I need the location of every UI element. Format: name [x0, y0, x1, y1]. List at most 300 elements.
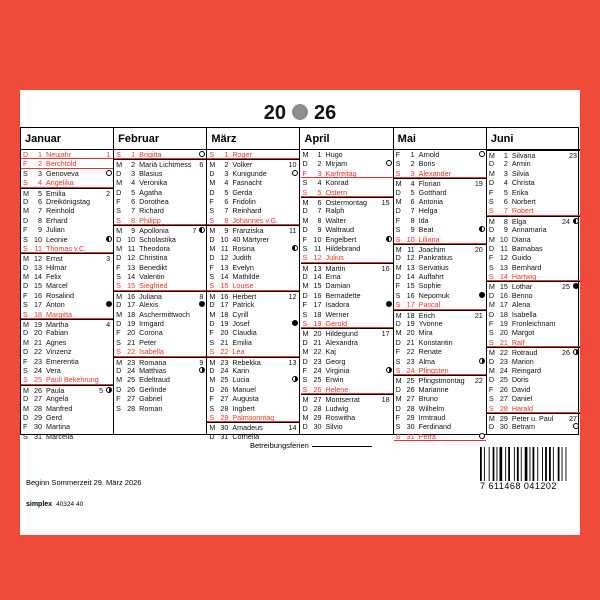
name-day: Brigitta	[139, 150, 162, 159]
day-number: 22	[220, 347, 229, 357]
weekday: F	[302, 300, 307, 310]
name-day: Pascal	[418, 300, 441, 310]
weekday: D	[395, 187, 401, 197]
weekday: F	[488, 187, 494, 197]
day-number: 29	[220, 412, 229, 422]
day-row	[301, 272, 393, 281]
day-row	[207, 178, 299, 187]
weekday: F	[209, 196, 214, 206]
day-row	[114, 216, 206, 225]
weekday: M	[116, 178, 123, 188]
name-day: Robert	[511, 206, 534, 216]
name-day: Erna	[325, 272, 341, 282]
name-day: Benedikt	[139, 262, 168, 272]
day-row	[21, 357, 113, 366]
weekday: S	[488, 394, 494, 404]
name-day: Montserrat	[325, 395, 360, 405]
name-day: Julian	[46, 225, 65, 235]
day-row	[207, 263, 299, 272]
article-number: 40324 40	[56, 501, 84, 508]
weekday: S	[395, 225, 401, 235]
day-row	[301, 422, 393, 431]
day-row	[21, 216, 113, 225]
day-number: 29	[499, 413, 508, 423]
day-number: 19	[499, 319, 508, 329]
weekday: M	[488, 282, 495, 292]
name-day: Boris	[418, 159, 436, 169]
day-number: 9	[317, 225, 322, 235]
day-row	[487, 225, 580, 234]
weekday: D	[116, 253, 122, 263]
name-day: Ferdinand	[418, 422, 452, 432]
day-row	[207, 338, 299, 347]
day-row	[301, 347, 393, 356]
day-number: 15	[34, 281, 42, 291]
day-row	[487, 150, 580, 159]
name-day: Josef	[232, 319, 250, 329]
day-number: 15	[499, 282, 508, 292]
name-day: Mira	[418, 328, 433, 338]
day-row	[21, 328, 113, 337]
name-day: Silvio	[325, 422, 343, 432]
day-row	[394, 206, 486, 215]
moon-new-icon	[573, 283, 579, 289]
day-row	[207, 413, 299, 422]
day-row	[487, 253, 580, 262]
name-day: Blasius	[139, 168, 163, 178]
day-row	[394, 319, 486, 328]
weekday: D	[395, 272, 401, 282]
name-day: David	[511, 384, 531, 394]
weekday: S	[116, 272, 121, 282]
name-day: Engelbert	[325, 234, 357, 244]
day-row	[394, 197, 486, 206]
weekday: M	[209, 160, 216, 170]
barcode-bar	[566, 447, 567, 481]
day-number: 23	[313, 356, 322, 366]
day-row	[487, 291, 580, 300]
day-row	[207, 206, 299, 215]
weekday: S	[395, 300, 401, 310]
day-row	[394, 263, 486, 272]
weekday: D	[302, 290, 308, 300]
day-row	[114, 169, 206, 178]
name-day: Karin	[232, 365, 250, 375]
name-day: Hartwig	[511, 272, 537, 282]
day-number: 27	[499, 394, 508, 404]
barcode-number: 7 611468 041202	[480, 481, 557, 491]
day-number: 31	[34, 431, 42, 441]
name-day: Angelika	[46, 178, 74, 188]
name-day: Manfred	[46, 403, 73, 413]
name-day: Elga	[511, 216, 527, 226]
name-day: Roman	[139, 403, 163, 413]
day-number: 10	[406, 234, 415, 244]
week-number: 19	[474, 179, 483, 189]
name-day: Felix	[46, 272, 62, 282]
weekday: S	[209, 337, 215, 347]
day-number: 24	[313, 365, 322, 375]
day-row	[21, 366, 113, 375]
name-day: Emilia	[232, 337, 252, 347]
weekday: F	[488, 319, 494, 329]
name-day: Armin	[511, 159, 531, 169]
weekday: D	[23, 347, 29, 357]
weekday: M	[23, 337, 29, 347]
weekday: D	[209, 187, 215, 197]
barcode-bar	[545, 447, 547, 481]
day-row	[114, 375, 206, 384]
day-number: 7	[131, 206, 136, 216]
day-row	[301, 197, 393, 206]
day-number: 15	[313, 281, 322, 291]
day-number: 25	[313, 375, 322, 385]
weekday: F	[395, 215, 401, 225]
day-number: 7	[410, 206, 415, 216]
name-day: Renate	[418, 347, 442, 357]
name-day: Gabriel	[139, 394, 163, 404]
weekday: M	[395, 394, 402, 404]
day-row	[207, 357, 299, 366]
day-number: 20	[220, 328, 229, 338]
weekday: F	[488, 384, 494, 394]
day-row	[21, 300, 113, 309]
name-day: Fridolin	[232, 196, 256, 206]
weekday: M	[302, 412, 309, 422]
year-left: 20	[263, 102, 286, 124]
day-row	[394, 300, 486, 309]
weekday: D	[209, 168, 215, 178]
calendar-grid	[20, 127, 579, 441]
day-row	[301, 206, 393, 215]
week-number: 24	[561, 216, 570, 226]
weekday: M	[116, 309, 123, 319]
day-row	[301, 253, 393, 262]
day-number: 9	[410, 225, 415, 235]
weekday: M	[116, 375, 123, 385]
day-row	[394, 347, 486, 356]
day-number: 2	[38, 159, 42, 169]
name-day: Irmtraud	[418, 412, 446, 422]
day-row	[207, 244, 299, 253]
day-number: 15	[406, 281, 415, 291]
name-day: Silvia	[511, 168, 530, 178]
weekday: S	[116, 281, 121, 291]
day-row	[114, 338, 206, 347]
moon-full-icon	[386, 160, 392, 166]
name-day: Pauli Bekehrung	[46, 375, 99, 385]
day-row	[21, 150, 113, 159]
name-day: Fabian	[46, 328, 68, 338]
day-row	[301, 281, 393, 290]
weekday: S	[209, 403, 215, 413]
day-row	[207, 319, 299, 328]
barcode-bar	[562, 447, 563, 481]
weekday: F	[209, 394, 214, 404]
day-number: 6	[224, 196, 229, 206]
day-row	[301, 225, 393, 234]
name-day: Waltraud	[325, 225, 354, 235]
day-row	[301, 319, 393, 328]
weekday: M	[116, 291, 123, 301]
day-number: 17	[34, 300, 42, 310]
day-number: 21	[499, 337, 508, 347]
day-row	[21, 235, 113, 244]
day-number: 22	[499, 348, 508, 358]
day-row	[21, 244, 113, 253]
weekday: M	[209, 226, 216, 236]
weekday: S	[395, 290, 401, 300]
day-number: 21	[406, 337, 415, 347]
day-row	[21, 263, 113, 272]
day-row	[114, 319, 206, 328]
name-day: Amadeus	[232, 423, 263, 433]
day-number: 11	[127, 243, 136, 253]
weekday: S	[209, 150, 215, 159]
day-number: 26	[313, 384, 322, 394]
day-row	[394, 188, 486, 197]
barcode-bar	[537, 447, 538, 481]
day-number: 27	[406, 394, 415, 404]
day-number: 10	[34, 234, 42, 244]
barcode-bar	[505, 447, 506, 481]
month-column	[394, 128, 487, 441]
weekday: M	[302, 197, 309, 207]
day-number: 14	[34, 272, 42, 282]
day-number: 24	[499, 365, 508, 375]
day-row	[114, 206, 206, 215]
name-day: Diana	[511, 234, 531, 244]
day-number: 15	[127, 281, 136, 291]
weekday: D	[23, 328, 29, 338]
dot-icon	[292, 104, 308, 120]
name-day: Dreikönigstag	[46, 196, 90, 206]
weekday: M	[395, 262, 402, 272]
moon-full-icon	[573, 423, 579, 429]
day-row	[487, 310, 580, 319]
day-number: 16	[34, 290, 42, 300]
weekday: D	[488, 309, 495, 319]
day-row	[21, 159, 113, 168]
weekday: D	[302, 159, 308, 169]
name-day: Ralph	[325, 206, 345, 216]
name-day: Ralf	[511, 337, 525, 347]
day-number: 18	[127, 309, 136, 319]
week-number: 27	[568, 413, 577, 423]
name-day: Erwin	[325, 375, 344, 385]
weekday: S	[116, 215, 121, 225]
name-day: Alma	[418, 356, 436, 366]
day-row	[487, 394, 580, 403]
day-row	[301, 291, 393, 300]
weekday: S	[116, 347, 121, 357]
day-row	[114, 404, 206, 413]
name-day: Joachim	[418, 244, 446, 254]
day-number: 20	[313, 329, 322, 339]
moon-first-icon	[573, 349, 579, 355]
day-row	[301, 235, 393, 244]
day-row	[394, 225, 486, 234]
weekday: M	[488, 365, 495, 375]
weekday: S	[488, 262, 494, 272]
name-day: Emerentia	[46, 356, 79, 366]
day-row	[21, 319, 113, 328]
day-row	[487, 385, 580, 394]
day-row	[487, 357, 580, 366]
day-number: 16	[406, 290, 415, 300]
day-number: 1	[317, 150, 322, 159]
name-day: Agatha	[139, 187, 162, 197]
day-number: 17	[220, 300, 229, 310]
day-row	[394, 159, 486, 168]
name-day: Antonia	[418, 196, 444, 206]
weekday: F	[23, 290, 28, 300]
day-number: 31	[406, 431, 415, 441]
weekday: D	[488, 290, 495, 300]
day-row	[487, 169, 580, 178]
name-day: Gerold	[325, 319, 348, 329]
day-number: 28	[313, 403, 322, 413]
name-day: Judith	[232, 253, 252, 263]
day-row	[394, 244, 486, 253]
week-number: 26	[561, 348, 570, 358]
weekday: D	[395, 319, 401, 329]
week-number: 16	[381, 263, 390, 273]
day-row	[394, 272, 486, 281]
weekday: D	[209, 384, 215, 394]
day-number: 9	[38, 225, 42, 235]
weekday: D	[23, 281, 29, 291]
moon-new-icon	[386, 301, 392, 307]
weekday: M	[116, 357, 123, 367]
name-day: Nepomuk	[418, 290, 450, 300]
day-row	[487, 319, 580, 328]
day-row	[21, 375, 113, 384]
day-number: 9	[131, 226, 136, 236]
name-day: Irmgard	[139, 319, 164, 329]
name-day: Angela	[46, 394, 69, 404]
day-number: 18	[220, 309, 229, 319]
day-number: 25	[499, 375, 508, 385]
name-day: Kunigunde	[232, 168, 267, 178]
name-day: Erich	[418, 310, 436, 320]
moon-first-icon	[199, 367, 205, 373]
weekday: D	[488, 356, 495, 366]
day-row	[487, 422, 580, 431]
day-number: 12	[313, 253, 322, 263]
day-number: 25	[220, 375, 229, 385]
moon-new-icon	[292, 320, 298, 326]
month-name: März	[207, 128, 299, 150]
name-day: Reinhard	[232, 206, 262, 216]
day-row	[487, 328, 580, 337]
day-number: 19	[220, 319, 229, 329]
barcode-bar	[500, 447, 503, 481]
weekday: D	[302, 422, 308, 432]
day-row	[207, 432, 299, 441]
name-day: Christina	[139, 253, 168, 263]
weekday: D	[209, 300, 215, 310]
weekday: S	[488, 206, 494, 216]
weekday: S	[116, 206, 121, 216]
name-day: Aschermittwoch	[139, 309, 190, 319]
weekday: M	[302, 150, 309, 159]
weekday: D	[209, 431, 215, 441]
day-row	[114, 225, 206, 234]
name-day: Konstantin	[418, 337, 453, 347]
day-number: 25	[34, 375, 42, 385]
weekday: M	[395, 244, 402, 254]
day-row	[394, 404, 486, 413]
weekday: S	[302, 375, 308, 385]
day-row	[487, 188, 580, 197]
name-day: Isabella	[139, 347, 164, 357]
day-number: 3	[410, 168, 415, 178]
day-number: 29	[313, 412, 322, 422]
weekday: D	[209, 319, 215, 329]
day-row	[114, 366, 206, 375]
name-day: Rosalind	[46, 290, 74, 300]
moon-last-icon	[199, 227, 205, 233]
day-number: 31	[220, 431, 229, 441]
moon-first-icon	[386, 367, 392, 373]
week-number: 21	[474, 310, 483, 320]
weekday: S	[23, 365, 28, 375]
day-number: 10	[499, 234, 508, 244]
day-number: 17	[127, 300, 136, 310]
day-row	[114, 253, 206, 262]
day-row	[301, 216, 393, 225]
day-number: 24	[406, 365, 415, 375]
name-day: Scholastika	[139, 234, 176, 244]
name-day: Annamaria	[511, 225, 547, 235]
weekday: S	[116, 150, 121, 159]
weekday: M	[488, 234, 495, 244]
weekday: S	[302, 319, 308, 329]
day-number: 2	[410, 159, 415, 169]
day-row	[21, 253, 113, 262]
year-right: 26	[314, 102, 337, 124]
day-row	[487, 300, 580, 309]
betreibungsferien-line	[312, 446, 372, 447]
month-column	[114, 128, 207, 434]
weekday: M	[23, 206, 29, 216]
name-day: Vera	[46, 365, 61, 375]
weekday: S	[116, 337, 121, 347]
day-row	[21, 225, 113, 234]
name-day: Marion	[511, 356, 534, 366]
sommerzeit-note: Beginn Sommerzeit 29. März 2026	[26, 478, 142, 487]
name-day: Hildebrand	[325, 243, 361, 253]
name-day: Margot	[511, 328, 535, 338]
week-number: 4	[106, 320, 111, 330]
day-number: 13	[34, 262, 42, 272]
name-day: Martina	[46, 422, 70, 432]
day-number: 28	[220, 403, 229, 413]
name-day: Helene	[325, 384, 349, 394]
day-row	[394, 253, 486, 262]
day-row	[114, 244, 206, 253]
weekday: M	[209, 375, 216, 385]
name-day: Fasnacht	[232, 178, 262, 188]
name-day: Neujahr	[46, 150, 72, 159]
day-number: 30	[406, 422, 415, 432]
day-row	[114, 281, 206, 290]
weekday: D	[395, 384, 401, 394]
day-row	[114, 291, 206, 300]
weekday: D	[23, 215, 29, 225]
weekday: S	[23, 243, 28, 253]
